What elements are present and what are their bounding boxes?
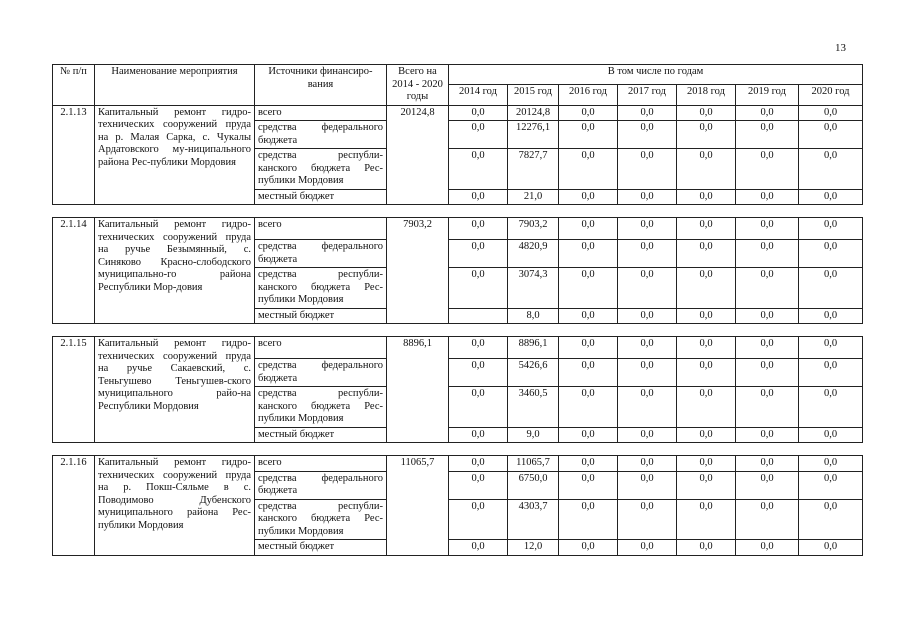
- year-value: 0,0: [736, 471, 799, 499]
- year-value: 0,0: [449, 240, 508, 268]
- year-value: 0,0: [618, 308, 677, 324]
- year-value: [449, 308, 508, 324]
- year-value: 0,0: [559, 121, 618, 149]
- year-value: 0,0: [449, 387, 508, 428]
- year-value: 0,0: [559, 105, 618, 121]
- year-value: 0,0: [618, 240, 677, 268]
- year-value: 0,0: [449, 359, 508, 387]
- group-spacer: [53, 443, 863, 456]
- year-value: 0,0: [677, 189, 736, 205]
- year-value: 5426,6: [508, 359, 559, 387]
- funding-source: средства федерального бюджета: [255, 471, 387, 499]
- financing-table: [52, 64, 863, 556]
- year-value: 0,0: [799, 189, 863, 205]
- year-value: 0,0: [799, 240, 863, 268]
- table-body: [53, 105, 863, 555]
- year-value: 0,0: [449, 218, 508, 240]
- year-value: 0,0: [799, 456, 863, 472]
- year-value: 0,0: [559, 456, 618, 472]
- year-value: 0,0: [618, 268, 677, 309]
- year-value: 11065,7: [508, 456, 559, 472]
- total-amount: 8896,1: [387, 337, 449, 443]
- year-value: 0,0: [559, 499, 618, 540]
- year-value: 0,0: [736, 218, 799, 240]
- header-year: 2016 год: [559, 85, 618, 105]
- year-value: 0,0: [618, 218, 677, 240]
- group-spacer-cell: [53, 443, 863, 456]
- year-value: 0,0: [677, 337, 736, 359]
- year-value: 0,0: [799, 218, 863, 240]
- group-spacer: [53, 205, 863, 218]
- header-year: 2014 год: [449, 85, 508, 105]
- year-value: 0,0: [559, 359, 618, 387]
- year-value: 0,0: [799, 337, 863, 359]
- year-value: 12,0: [508, 540, 559, 556]
- row-number: 2.1.16: [53, 456, 95, 556]
- funding-source: всего: [255, 456, 387, 472]
- year-value: 0,0: [559, 240, 618, 268]
- total-amount: 7903,2: [387, 218, 449, 324]
- funding-source: местный бюджет: [255, 540, 387, 556]
- table-row: [53, 337, 863, 359]
- year-value: 0,0: [559, 471, 618, 499]
- year-value: 0,0: [559, 387, 618, 428]
- funding-source: всего: [255, 105, 387, 121]
- funding-source: средства республи-канского бюджета Рес-публики Мордовия: [255, 387, 387, 428]
- year-value: 0,0: [736, 427, 799, 443]
- year-value: 0,0: [799, 359, 863, 387]
- year-value: 0,0: [799, 499, 863, 540]
- table-row: [53, 105, 863, 121]
- year-value: 0,0: [618, 337, 677, 359]
- year-value: 0,0: [736, 121, 799, 149]
- funding-source: всего: [255, 337, 387, 359]
- activity-name: Капитальный ремонт гидро-технических сооружений пруда на ручье Сакаевский, с. Теньгушево Теньгушев-ского муниципального райо-на Республики Мордовия: [95, 337, 255, 443]
- year-value: 0,0: [449, 499, 508, 540]
- year-value: 0,0: [559, 540, 618, 556]
- year-value: 12276,1: [508, 121, 559, 149]
- year-value: 0,0: [618, 540, 677, 556]
- group-spacer: [53, 324, 863, 337]
- year-value: 0,0: [736, 240, 799, 268]
- year-value: 0,0: [559, 189, 618, 205]
- year-value: 0,0: [449, 427, 508, 443]
- year-value: 3460,5: [508, 387, 559, 428]
- year-value: 0,0: [799, 427, 863, 443]
- funding-source: средства федерального бюджета: [255, 121, 387, 149]
- year-value: 0,0: [799, 268, 863, 309]
- year-value: 0,0: [677, 387, 736, 428]
- year-value: 0,0: [559, 427, 618, 443]
- year-value: 7903,2: [508, 218, 559, 240]
- year-value: 0,0: [677, 218, 736, 240]
- year-value: 0,0: [449, 149, 508, 190]
- year-value: 0,0: [677, 268, 736, 309]
- year-value: 0,0: [559, 337, 618, 359]
- row-number: 2.1.14: [53, 218, 95, 324]
- year-value: 0,0: [618, 105, 677, 121]
- year-value: 0,0: [736, 308, 799, 324]
- year-value: 3074,3: [508, 268, 559, 309]
- year-value: 8,0: [508, 308, 559, 324]
- year-value: 0,0: [449, 268, 508, 309]
- page-number: 13: [835, 42, 846, 54]
- year-value: 0,0: [736, 540, 799, 556]
- year-value: 0,0: [736, 337, 799, 359]
- year-value: 0,0: [677, 456, 736, 472]
- activity-name: Капитальный ремонт гидро-технических сооружений пруда на ручье Безымянный, с. Синяково Красно-слободского муниципально-го района Республики Мор-довия: [95, 218, 255, 324]
- year-value: 0,0: [559, 308, 618, 324]
- year-value: 0,0: [618, 359, 677, 387]
- year-value: 0,0: [449, 105, 508, 121]
- row-number: 2.1.13: [53, 105, 95, 205]
- year-value: 0,0: [677, 359, 736, 387]
- year-value: 4303,7: [508, 499, 559, 540]
- row-number: 2.1.15: [53, 337, 95, 443]
- year-value: 21,0: [508, 189, 559, 205]
- year-value: 0,0: [559, 218, 618, 240]
- funding-source: средства республи-канского бюджета Рес-публики Мордовия: [255, 149, 387, 190]
- activity-name: Капитальный ремонт гидро-технических сооружений пруда на р. Малая Сарка, с. Чукалы Ардатовского му-ниципального района Рес-публики Мордовия: [95, 105, 255, 205]
- year-value: 0,0: [618, 499, 677, 540]
- total-amount: 20124,8: [387, 105, 449, 205]
- funding-source: средства федерального бюджета: [255, 359, 387, 387]
- year-value: 0,0: [559, 149, 618, 190]
- year-value: 0,0: [736, 359, 799, 387]
- year-value: 0,0: [799, 105, 863, 121]
- year-value: 0,0: [799, 149, 863, 190]
- year-value: 0,0: [677, 240, 736, 268]
- year-value: 0,0: [736, 387, 799, 428]
- funding-source: средства республи-канского бюджета Рес-публики Мордовия: [255, 499, 387, 540]
- year-value: 0,0: [677, 308, 736, 324]
- year-value: 0,0: [799, 471, 863, 499]
- year-value: 0,0: [736, 149, 799, 190]
- year-value: 0,0: [618, 387, 677, 428]
- table-row: [53, 456, 863, 472]
- header-name: Наименование мероприятия: [95, 65, 255, 106]
- year-value: 0,0: [677, 105, 736, 121]
- group-spacer-cell: [53, 205, 863, 218]
- year-value: 0,0: [677, 499, 736, 540]
- header-year: 2018 год: [677, 85, 736, 105]
- year-value: 4820,9: [508, 240, 559, 268]
- table-row: [53, 218, 863, 240]
- year-value: 0,0: [618, 149, 677, 190]
- year-value: 0,0: [677, 427, 736, 443]
- year-value: 9,0: [508, 427, 559, 443]
- funding-source: местный бюджет: [255, 189, 387, 205]
- year-value: 0,0: [799, 387, 863, 428]
- header-source: Источники финансиро-вания: [255, 65, 387, 106]
- funding-source: местный бюджет: [255, 308, 387, 324]
- year-value: 0,0: [677, 471, 736, 499]
- year-value: 0,0: [736, 105, 799, 121]
- funding-source: местный бюджет: [255, 427, 387, 443]
- funding-source: всего: [255, 218, 387, 240]
- header-row: [53, 65, 863, 85]
- year-value: 8896,1: [508, 337, 559, 359]
- year-value: 0,0: [677, 149, 736, 190]
- year-value: 0,0: [618, 456, 677, 472]
- year-value: 0,0: [799, 308, 863, 324]
- year-value: 0,0: [449, 337, 508, 359]
- year-value: 0,0: [677, 540, 736, 556]
- header-years-group: В том числе по годам: [449, 65, 863, 85]
- year-value: 0,0: [736, 456, 799, 472]
- total-amount: 11065,7: [387, 456, 449, 556]
- activity-name: Капитальный ремонт гидро-технических сооружений пруда на р. Покш-Сяльме в с. Поводимово Дубенского муниципального района Рес-публики Мордовия: [95, 456, 255, 556]
- year-value: 0,0: [559, 268, 618, 309]
- year-value: 0,0: [449, 540, 508, 556]
- year-value: 0,0: [799, 121, 863, 149]
- year-value: 0,0: [449, 471, 508, 499]
- header-total: Всего на 2014 - 2020 годы: [387, 65, 449, 106]
- year-value: 0,0: [677, 121, 736, 149]
- year-value: 20124,8: [508, 105, 559, 121]
- year-value: 0,0: [618, 471, 677, 499]
- group-spacer-cell: [53, 324, 863, 337]
- year-value: 0,0: [736, 189, 799, 205]
- header-year: 2019 год: [736, 85, 799, 105]
- year-value: 0,0: [618, 189, 677, 205]
- year-value: 7827,7: [508, 149, 559, 190]
- year-value: 0,0: [449, 189, 508, 205]
- header-year: 2015 год: [508, 85, 559, 105]
- year-value: 0,0: [736, 268, 799, 309]
- year-value: 0,0: [618, 121, 677, 149]
- year-value: 0,0: [449, 456, 508, 472]
- header-year: 2017 год: [618, 85, 677, 105]
- year-value: 6750,0: [508, 471, 559, 499]
- header-year: 2020 год: [799, 85, 863, 105]
- funding-source: средства республи-канского бюджета Рес-публики Мордовия: [255, 268, 387, 309]
- year-value: 0,0: [618, 427, 677, 443]
- year-value: 0,0: [449, 121, 508, 149]
- header-num: № п/п: [53, 65, 95, 106]
- year-value: 0,0: [736, 499, 799, 540]
- funding-source: средства федерального бюджета: [255, 240, 387, 268]
- year-value: 0,0: [799, 540, 863, 556]
